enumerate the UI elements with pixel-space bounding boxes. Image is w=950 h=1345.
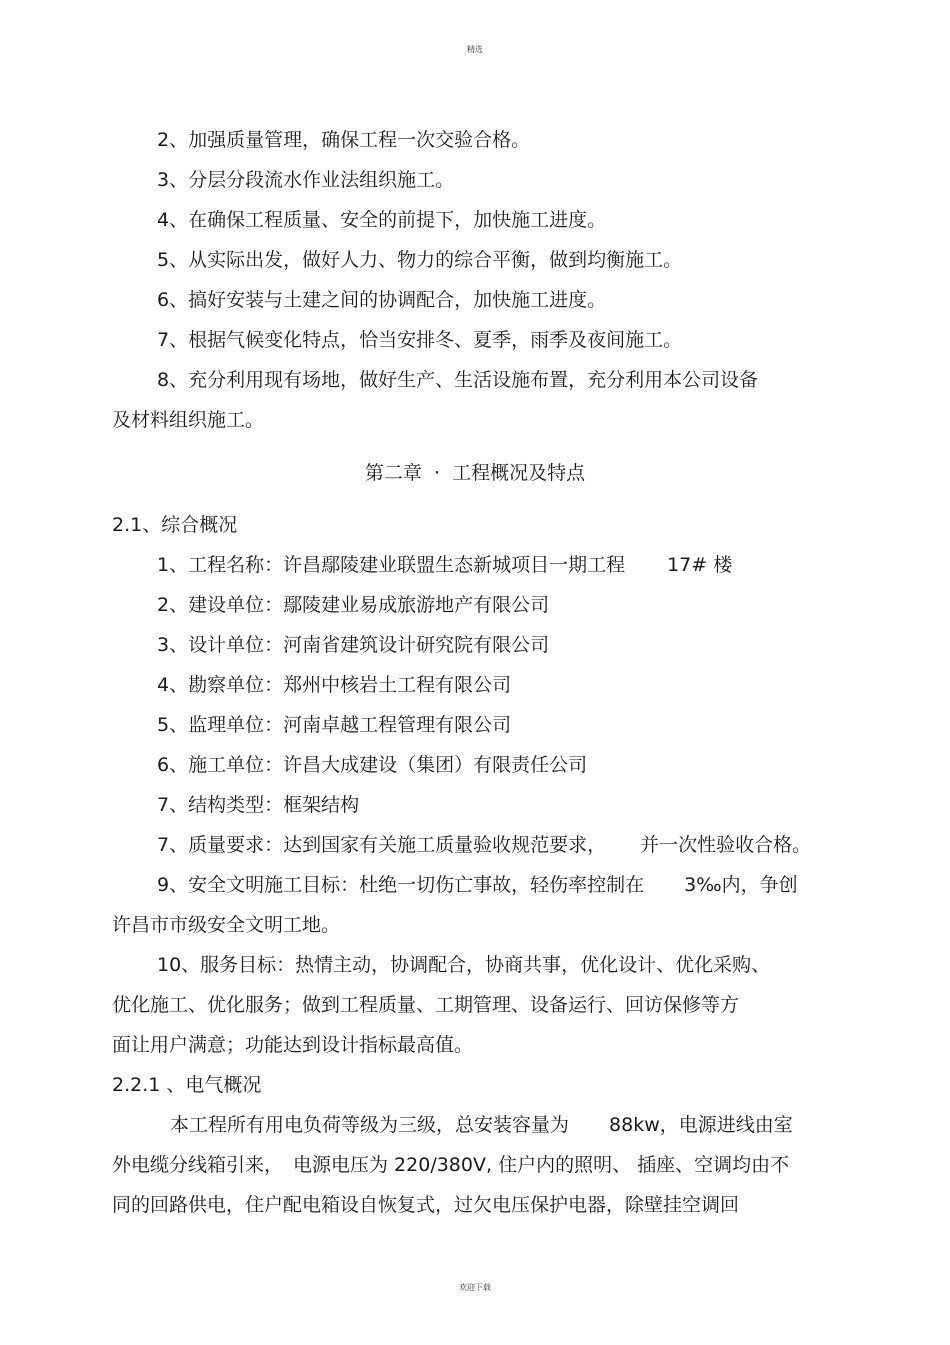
overview-item-text: 7、质量要求：达到国家有关施工质量验收规范要求，: [157, 834, 607, 856]
overview-item-continuation: 优化施工、优化服务；做到工程质量、工期管理、设备运行、回访保修等方: [112, 994, 740, 1016]
list-item: 4、在确保工程质量、安全的前提下，加快施工进度。: [157, 209, 607, 231]
list-item: 8、充分利用现有场地，做好生产、生活设施布置，充分利用本公司设备: [157, 369, 759, 391]
section-heading: 2.1、综合概况: [112, 514, 238, 536]
list-item: 6、搞好安装与土建之间的协调配合，加快施工进度。: [157, 289, 607, 311]
overview-item-text: 17# 楼: [667, 554, 733, 576]
overview-item: 6、施工单位：许昌大成建设（集团）有限责任公司: [157, 754, 588, 776]
overview-item: [157, 553, 732, 577]
paragraph-text: 外电缆分线箱引来，: [112, 1154, 284, 1176]
overview-item: [157, 873, 798, 897]
overview-item: 10、服务目标：热情主动，协调配合，协商共事，优化设计、优化采购、: [157, 954, 771, 976]
paragraph-text: 电源电压为 220/380V, 住户内的照明、 插座、空调均由不: [293, 1154, 790, 1176]
overview-item: 5、监理单位：河南卓越工程管理有限公司: [157, 714, 512, 736]
section-heading: 2.2.1 、电气概况: [112, 1074, 262, 1096]
paragraph-text: 88kw，电源进线由室: [609, 1114, 793, 1136]
paragraph-line: 同的回路供电，住户配电箱设自恢复式，过欠电压保护电器，除壁挂空调回: [112, 1194, 740, 1216]
overview-item-text: 3‰内，争创: [684, 874, 798, 896]
overview-item-text: 9、安全文明施工目标：杜绝一切伤亡事故，轻伤率控制在: [157, 874, 645, 896]
list-item-continuation: 及材料组织施工。: [112, 409, 265, 431]
list-item: 2、加强质量管理，确保工程一次交验合格。: [157, 129, 531, 151]
overview-item-continuation: 面让用户满意；功能达到设计指标最高值。: [112, 1034, 474, 1056]
overview-item-text: 并一次性验收合格。: [640, 834, 812, 856]
overview-item: 7、结构类型：框架结构: [157, 794, 360, 816]
overview-item: 4、勘察单位：郑州中核岩土工程有限公司: [157, 674, 512, 696]
paragraph-line: [112, 1153, 789, 1177]
page-footer-mark: 欢迎下载: [459, 1283, 491, 1292]
paragraph-text: 本工程所有用电负荷等级为三级，总安装容量为: [170, 1114, 570, 1136]
overview-item: 2、建设单位：鄢陵建业易成旅游地产有限公司: [157, 594, 550, 616]
overview-item: [157, 833, 811, 857]
overview-item: 3、设计单位：河南省建筑设计研究院有限公司: [157, 634, 550, 656]
list-item: 5、从实际出发，做好人力、物力的综合平衡，做到均衡施工。: [157, 249, 683, 271]
chapter-title: 第二章 · 工程概况及特点: [364, 462, 586, 484]
overview-item-text: 1、工程名称：许昌鄢陵建业联盟生态新城项目一期工程: [157, 554, 626, 576]
list-item: 7、根据气候变化特点，恰当安排冬、夏季，雨季及夜间施工。: [157, 329, 683, 351]
page-header-mark: 精选: [467, 45, 483, 54]
list-item: 3、分层分段流水作业法组织施工。: [157, 169, 455, 191]
overview-item-continuation: 许昌市市级安全文明工地。: [112, 914, 341, 936]
paragraph-line: [170, 1113, 793, 1137]
